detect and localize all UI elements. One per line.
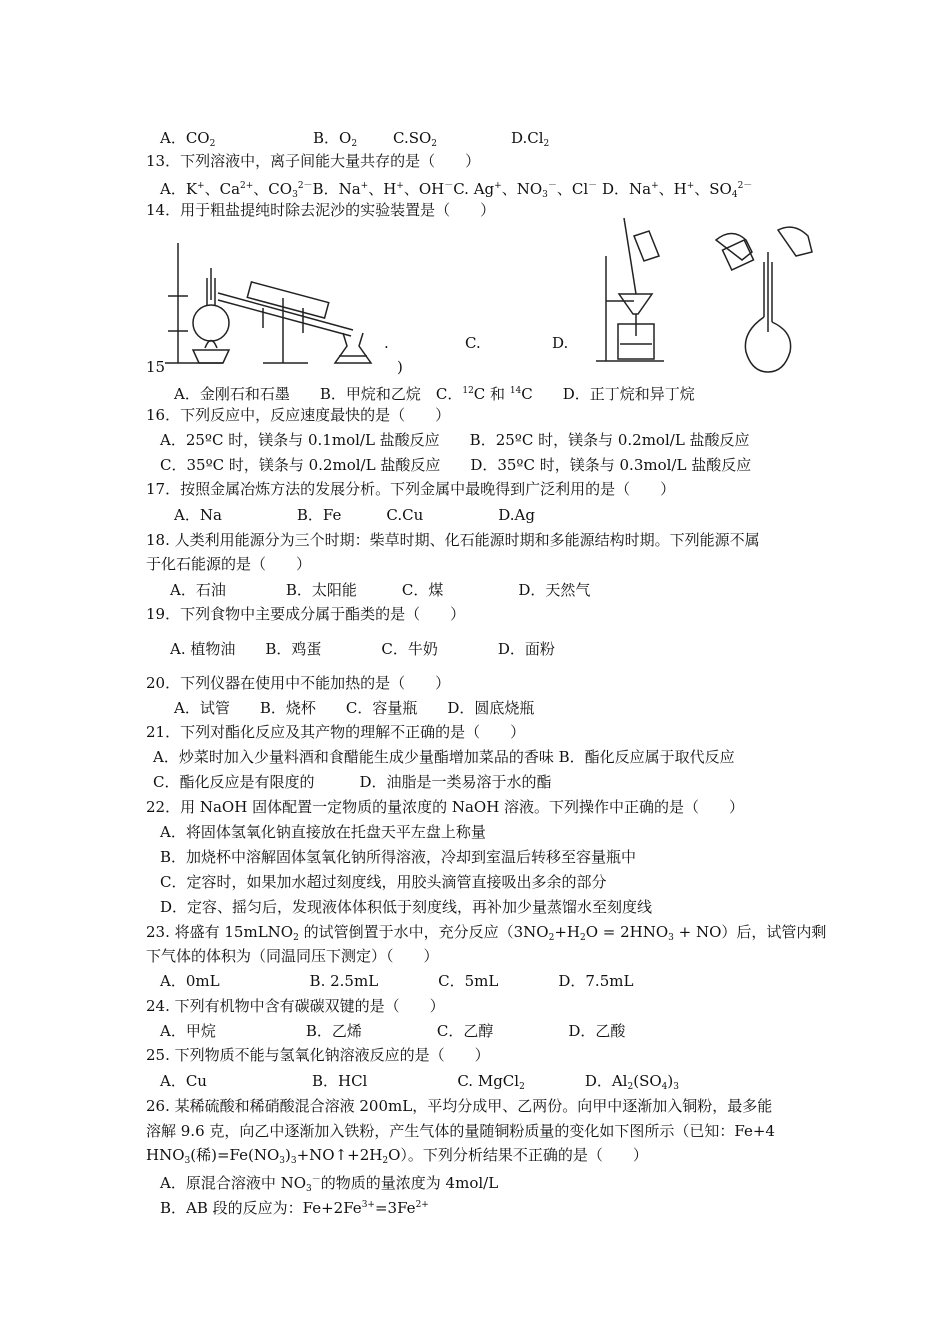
q22-stem: 22．用 NaOH 固体配置一定物质的量浓度的 NaOH 溶液。下列操作中正确的是（ ）: [146, 798, 745, 816]
q14-option-b-label: .: [384, 334, 389, 352]
q14-option-c-label: C.: [465, 334, 481, 352]
q19-options: A. 植物油 B．鸡蛋 C．牛奶 D．面粉: [170, 640, 555, 658]
q25-stem: 25. 下列物质不能与氢氧化钠溶液反应的是（ ）: [146, 1046, 490, 1064]
distillation-apparatus-figure: [163, 238, 378, 374]
q26-stem-1: 26. 某稀硫酸和稀硝酸混合溶液 200mL，平均分成甲、乙两份。向甲中逐渐加入铜粉，最多能: [146, 1097, 773, 1115]
q13-stem: 13．下列溶液中，离子间能大量共存的是（ ）: [146, 152, 481, 170]
q15-number: 15: [146, 358, 166, 376]
q25-options: A．Cu B．HCl C. MgCl$_2$ D．$Al_2(SO_4)_3$: [160, 1072, 679, 1092]
q21-options-cd: C．酯化反应是有限度的 D．油脂是一类易溶于水的酯: [153, 773, 552, 791]
q12-option-b: B．$O_2$: [313, 129, 358, 149]
q16-stem: 16．下列反应中，反应速度最快的是（ ）: [146, 406, 451, 424]
filtration-apparatus-figure: [594, 216, 674, 374]
q22-option-b: B．加烧杯中溶解固体氢氧化钠所得溶液，冷却到室温后转移至容量瓶中: [160, 848, 637, 866]
q26-option-a: A．原混合溶液中 $NO_3^-$的物质的量浓度为 4mol/L: [160, 1174, 499, 1194]
q22-option-c: C．定容时，如果加水超过刻度线，用胶头滴管直接吸出多余的部分: [160, 873, 607, 891]
q24-stem: 24. 下列有机物中含有碳碳双键的是（ ）: [146, 997, 445, 1015]
q20-stem: 20．下列仪器在使用中不能加热的是（ ）: [146, 674, 451, 692]
q20-options: A．试管 B．烧杯 C．容量瓶 D．圆底烧瓶: [174, 699, 535, 717]
q23-stem-2: 下气体的体积为（同温同压下测定）（ ）: [146, 947, 439, 965]
q12-option-a: A．$CO_2$: [160, 129, 216, 149]
q26-option-b: B．AB 段的反应为：$Fe+2Fe^{3+}=3Fe^{2+}$: [160, 1199, 429, 1217]
q22-option-a: A．将固体氢氧化钠直接放在托盘天平左盘上称量: [160, 823, 486, 841]
q23-stem-1: 23. 将盛有 15mLNO$_2$ 的试管倒置于水中，充分反应$(3NO_2+H_2O = 2HNO_3 + NO)$后，试管内剩: [146, 923, 827, 943]
q17-stem: 17．按照金属冶炼方法的发展分析。下列金属中最晚得到广泛利用的是（ ）: [146, 480, 676, 498]
q19-stem: 19．下列食物中主要成分属于酯类的是（ ）: [146, 605, 466, 623]
q12-option-d: $D.Cl_2$: [511, 129, 550, 149]
q21-options-ab: A．炒菜时加入少量料酒和食醋能生成少量酯增加菜品的香味 B．酯化反应属于取代反应: [153, 748, 735, 766]
q21-stem: 21．下列对酯化反应及其产物的理解不正确的是（ ）: [146, 723, 526, 741]
q14-stem: 14．用于粗盐提纯时除去泥沙的实验装置是（ ）: [146, 201, 496, 219]
q18-options: A．石油 B．太阳能 C．煤 D．天然气: [170, 581, 591, 599]
q15-options: A．金刚石和石墨 B．甲烷和乙烷 C．$^{12}$C 和 $^{14}$C D．正丁烷和异丁烷: [174, 385, 695, 403]
q22-option-d: D．定容、摇匀后，发现液体体积低于刻度线，再补加少量蒸馏水至刻度线: [160, 898, 653, 916]
q13-options: A．K+、$Ca^{2+}$、$CO_3^{2-}B$．Na+、H+、OH－C. Ag+、$NO_3^-$、Cl－ D．Na+、H+、$SO_4^{2-}$: [160, 180, 753, 200]
q24-options: A．甲烷 B．乙烯 C．乙醇 D．乙酸: [160, 1022, 626, 1040]
q26-stem-3: $HNO_3$(稀)$=Fe(NO_3)_3+NO↑+2H_2O$）。下列分析结果不正确的是（ ）: [146, 1146, 648, 1166]
q16-options-ab: A．25ºC 时，镁条与 0.1mol/L 盐酸反应 B．25ºC 时，镁条与 0.2mol/L 盐酸反应: [160, 431, 750, 449]
q23-options: A．0mL B. 2.5mL C．5mL D．7.5mL: [160, 972, 634, 990]
q18-stem-1: 18. 人类利用能源分为三个时期：柴草时期、化石能源时期和多能源结构时期。下列能源不属: [146, 531, 760, 549]
q12-option-c: $C.SO_2$: [393, 129, 438, 149]
q26-stem-2: 溶解 9.6 克，向乙中逐渐加入铁粉，产生气体的量随铜粉质量的变化如下图所示（已知：Fe+4: [146, 1122, 775, 1140]
q14-option-d-label: D.: [552, 334, 569, 352]
q16-options-cd: C．35ºC 时，镁条与 0.2mol/L 盐酸反应 D．35ºC 时，镁条与 0.3mol/L 盐酸反应: [160, 456, 752, 474]
q15-paren: ): [397, 358, 403, 376]
q17-options: A．Na B．Fe C.Cu D.Ag: [174, 506, 535, 524]
q18-stem-2: 于化石能源的是（ ）: [146, 555, 312, 573]
volumetric-flask-figure: [712, 222, 814, 378]
